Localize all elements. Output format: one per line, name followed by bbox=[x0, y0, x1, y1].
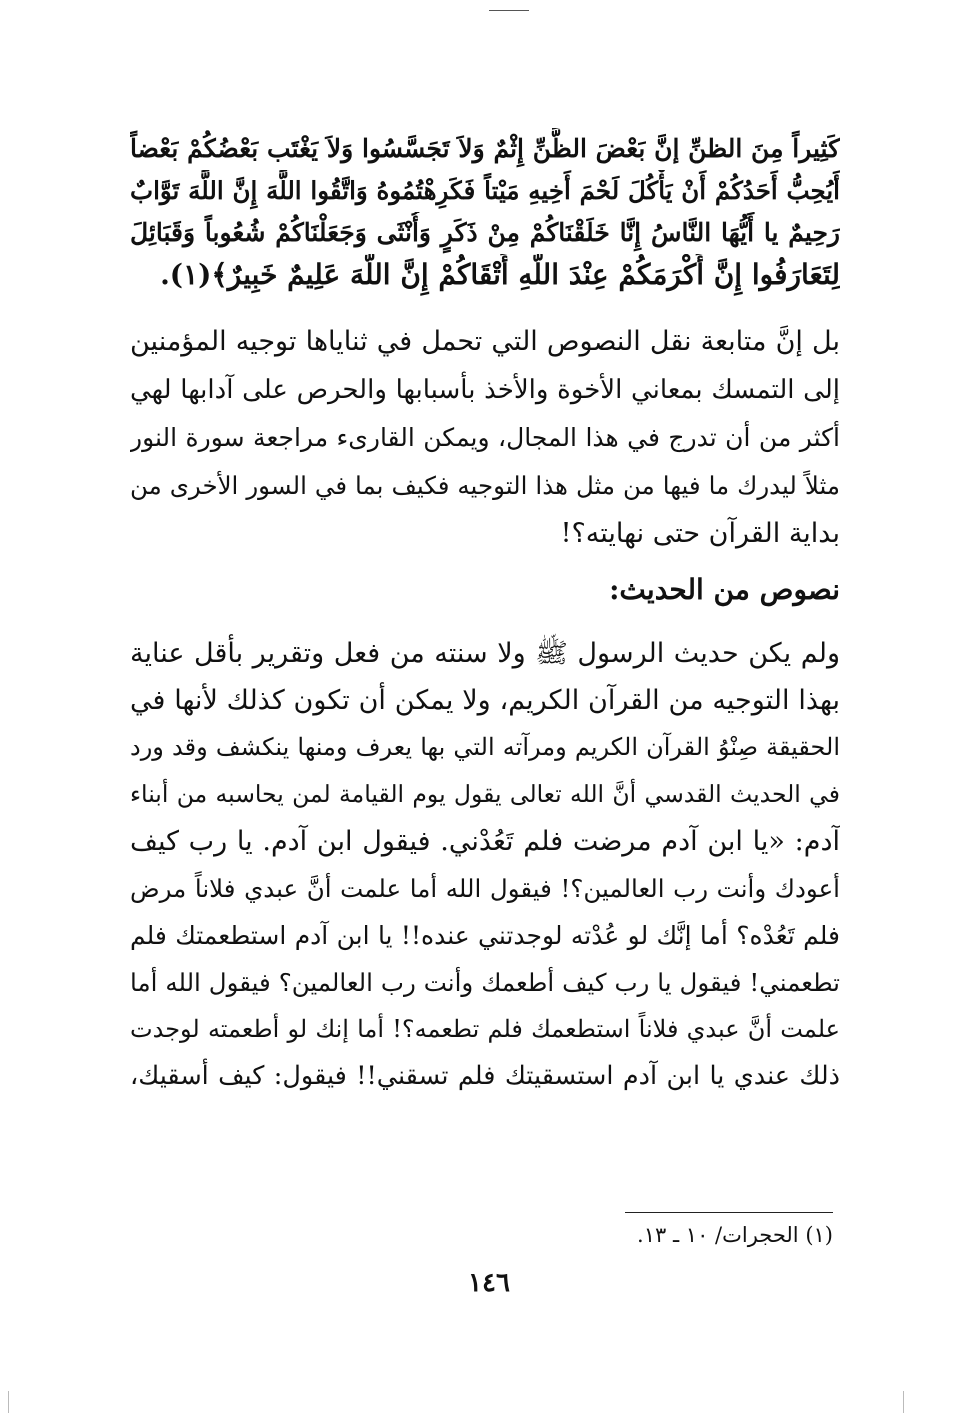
footnote: (١) الحجرات/ ١٠ ـ ١٣. bbox=[637, 1223, 833, 1247]
text-line: علمت أنَّ عبدي فلاناً استطعمك فلم تطعمه؟! أما إنك لو أطعمته لوجدت bbox=[130, 1015, 840, 1043]
scan-edge-mark bbox=[8, 1391, 9, 1413]
quran-verse-block bbox=[130, 128, 840, 296]
text-line: بداية القرآن حتى نهايته؟! bbox=[560, 518, 840, 549]
paragraph-2 bbox=[130, 630, 840, 1100]
text-line: بل إنَّ متابعة نقل النصوص التي تحمل في ثناياها توجيه المؤمنين bbox=[130, 326, 840, 357]
text-line: إلى التمسك بمعاني الأخوة والأخذ بأسبابها والحرص على آدابها لهي bbox=[130, 375, 840, 405]
text-line: آدم: «يا ابن آدم مرضت فلم تَعُدْني. فيقول ابن آدم. يا رب كيف bbox=[130, 826, 840, 857]
section-heading: نصوص من الحديث: bbox=[609, 573, 840, 606]
text-line: في الحديث القدسي أنَّ الله تعالى يقول يوم القيامة لمن يحاسبه من أبناء bbox=[130, 780, 840, 808]
text-line: تطعمني! فيقول يا رب كيف أطعمك وأنت رب العالمين؟ فيقول الله أما bbox=[130, 968, 840, 997]
page-body bbox=[130, 128, 840, 1100]
text-line: ذلك عندي يا ابن آدم استسقيتك فلم تسقني!! فيقول: كيف أسقيك، bbox=[130, 1061, 840, 1091]
text-line: بهذا التوجيه من القرآن الكريم، ولا يمكن أن تكون كذلك لأنها في bbox=[130, 685, 840, 716]
scan-edge-mark bbox=[903, 1391, 904, 1413]
text-line: فلم تَعُدْه؟ أما إنَّك لو عُدْته لوجدتني عنده!! يا ابن آدم استطعمتك فلم bbox=[130, 921, 840, 950]
top-rule bbox=[489, 10, 529, 11]
quran-line: كَثِيراً مِنَ الظنِّ إنَّ بَعْضَ الظَّنِّ إِثْمٌ وَلاَ تَجَسَّسُوا وَلاَ يَغْتَب بَعْضُكُمْ بَعْضاً bbox=[130, 134, 840, 163]
quran-line: أَيُحِبُّ أَحَدُكُمْ أَنْ يَأْكُلَ لَحْمَ أَخِيهِ مَيْتاً فَكَرِهْتُمُوهُ وَاتَّقُوا اللَّهَ إِنَّ اللَّهَ تَوَّابٌ bbox=[130, 176, 840, 205]
footnote-rule bbox=[625, 1212, 833, 1213]
text-line: الحقيقة صِنْوُ القرآن الكريم ومرآته التي بها يعرف ومنها ينكشف وقد ورد bbox=[130, 733, 840, 761]
text-line: مثلاً ليدرك ما فيها من مثل هذا التوجيه فكيف بما في السور الأخرى من bbox=[130, 471, 840, 500]
quran-line: لِتَعَارَفُوا إِنَّ أَكْرَمَكُمْ عِنْدَ اللَّهِ أَتْقَاكُمْ إِنَّ اللَّهَ عَلِيمٌ خَبِيرٌ﴾(١). bbox=[160, 258, 840, 291]
quran-line: رَحِيمٌ يا أَيُّهَا النَّاسُ إِنَّا خَلَقْنَاكُمْ مِنْ ذَكَرٍ وَأُنْثَى وَجَعَلْنَاكُمْ شُعُوباً وَقَبَائِلَ bbox=[130, 218, 840, 247]
text-line: أعودك وأنت رب العالمين؟! فيقول الله أما علمت أنَّ عبدي فلاناً مرض bbox=[130, 874, 840, 903]
text-line: أكثر من أن تدرج في هذا المجال، ويمكن القارىء مراجعة سورة النور bbox=[130, 423, 840, 452]
page-number: ١٤٦ bbox=[468, 1268, 510, 1298]
paragraph-1 bbox=[130, 318, 840, 558]
text-line: ولم يكن حديث الرسول ﷺ ولا سنته من فعل وتقرير بأقل عناية bbox=[130, 638, 840, 669]
